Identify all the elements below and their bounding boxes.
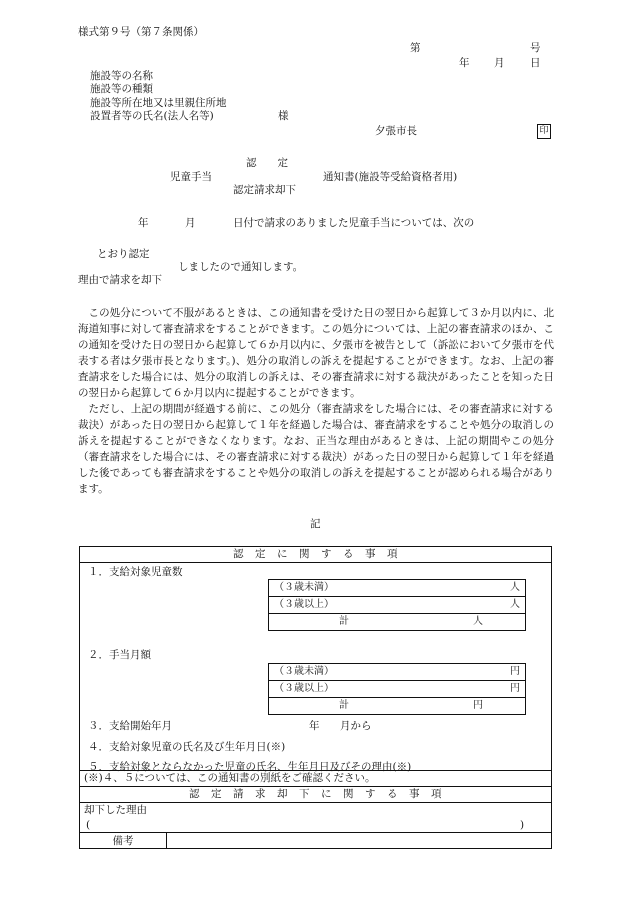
ki-heading: 記 [310,518,321,530]
nintei-section-header: 認 定 に 関 す る 事 項 [80,547,552,563]
title-jidou: 児童手当 [170,171,212,183]
item2-label: ２．手当月額 [88,649,151,661]
body-month: 月 [185,217,196,229]
item1-label: １．支給対象児童数 [88,566,183,578]
kyakka-section-header: 認 定 請 求 却 下 に 関 す る 事 項 [80,787,552,803]
under3-label: （３歳未満） [274,582,334,593]
unit-person: 人 [510,582,520,593]
bikou-label: 備考 [80,833,167,848]
title-notice: 通知書(施設等受給資格者用) [323,171,458,183]
paragraph-appeal: この処分について不服があるときは、この通知書を受けた日の翌日から起算して３か月以内に、北海道知事に対して審査請求をすることができます。この処分については、上記の審査請求のほか、この通知を受けた日の翌日から起算して６か月以内に、夕張市を被告として（訴訟において夕張市を代表する者は夕張市長となります。)、処分の取消しの訴えを提起することができます。なお、上記の審査請求をした場合には、処分の取消しの訴えは、その審査請求に対する裁決があったことを知った日の翌日から起算して６か月以内に提起することができます。 [78,307,554,399]
details-table [79,546,552,849]
notice-paragraphs [78,305,554,497]
nintei-section-body [80,563,552,771]
unit-yen: 円 [473,700,483,711]
bikou-row [80,833,552,849]
title-nintei: 認 定 [246,157,288,169]
monthly-amount-table [268,663,526,715]
body-riyuu: 理由で請求を却下 [78,274,162,286]
item3-year: 年 [309,720,320,732]
paragraph-deadline: ただし、上記の期間が経過する前に、この処分（審査請求をした場合には、その審査請求に対する裁決）があった日の翌日から起算して１年を経過した場合は、審査請求をすることや処分の取消しの訴えを提起することができなくなります。なお、正当な理由があるときは、上記の期間やこの処分（審査請求をした場合には、その審査請求に対する裁決）があった日の翌日から起算して１年を経過した後であっても審査請求をすることや処分の取消しの訴えを提起することが認められる場合があります。 [78,403,554,495]
body-shimashita: しましたので通知します。 [178,261,304,273]
amount-under3-row [269,664,526,681]
item3-label: ３．支給開始年月 [88,720,172,732]
amount-total-row [269,698,526,715]
over3-label: （３歳以上） [274,683,334,694]
amount-over3-row [269,681,526,698]
note-row: (※)４、５については、この通知書の別紙をご確認ください。 [80,771,552,787]
child-over3-row [269,597,526,614]
number-label: 第 [410,42,421,54]
unit-person: 人 [473,616,483,627]
facility-address-label: 施設等所在地又は里親住所地 [90,97,227,109]
item5-label: ５．支給対象とならなかった児童の氏名、生年月日及びその理由(※) [88,761,412,773]
reason-paren-open: ( [86,819,91,831]
total-label: 計 [339,700,349,711]
child-total-row [269,614,526,631]
item3-month: 月から [340,720,372,732]
kyakka-reason-cell [80,803,552,833]
body-toori: とおり認定 [97,248,150,260]
child-under3-row [269,580,526,597]
form-label: 様式第９号（第７条関係） [78,26,204,38]
item4-label: ４．支給対象児童の氏名及び生年月日(※) [88,741,286,753]
title-kyakka: 認定請求却下 [233,184,296,196]
unit-person: 人 [510,599,520,610]
number-suffix: 号 [530,42,541,54]
unit-yen: 円 [510,683,520,694]
kyakka-reason-label: 却下した理由 [84,804,147,816]
under3-label: （３歳未満） [274,666,334,677]
child-count-table [268,579,526,631]
body-line1-text: 日付で請求のありました児童手当については、次の [233,217,475,229]
founder-name-label: 設置者等の氏名(法人名等) [90,110,214,122]
honorific: 様 [278,110,289,122]
date-month: 月 [494,57,505,69]
facility-name-label: 施設等の名称 [90,70,153,82]
over3-label: （３歳以上） [274,599,334,610]
facility-type-label: 施設等の種類 [90,83,153,95]
seal-mark: 印 [537,124,551,139]
date-day: 日 [530,57,541,69]
body-year: 年 [138,217,149,229]
reason-paren-close: ) [520,819,525,831]
date-year: 年 [459,57,470,69]
sender-name: 夕張市長 [375,125,417,137]
total-label: 計 [339,616,349,627]
unit-yen: 円 [510,666,520,677]
